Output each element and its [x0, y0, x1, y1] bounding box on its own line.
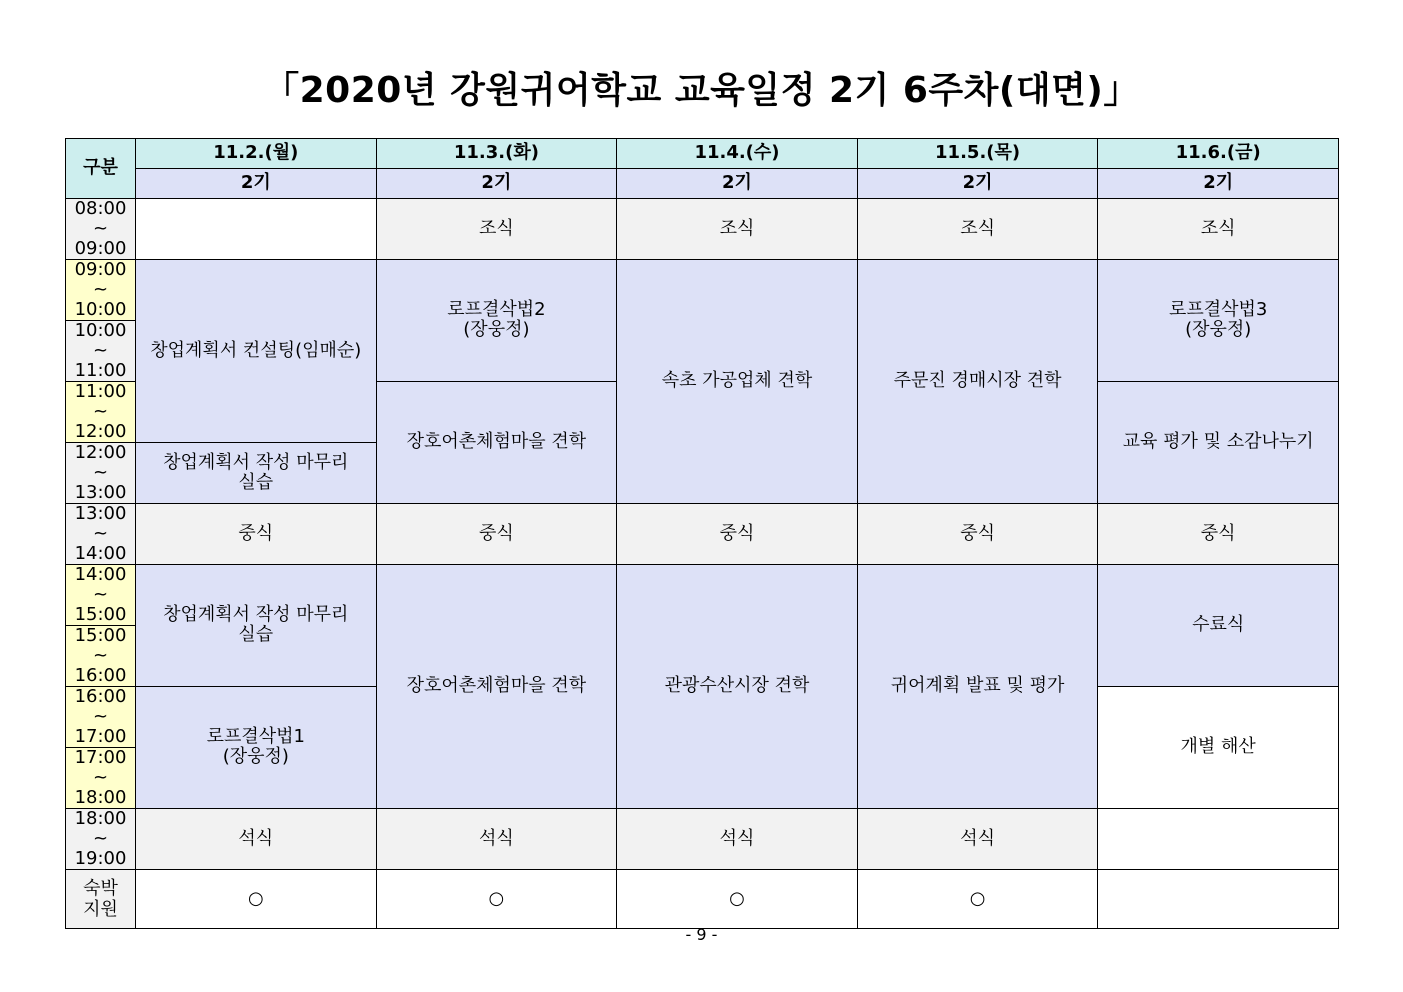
- time-slot-1600: 16:00 ~ 17:00: [66, 686, 136, 747]
- breakfast-wed: 조식: [617, 198, 858, 259]
- lodging-fri-empty: [1098, 869, 1339, 929]
- fri-pm-dismissal: 개별 해산: [1098, 686, 1339, 808]
- tue-pm-village: 장호어촌체험마을 견학: [376, 564, 617, 808]
- cohort-tue: 2기: [376, 168, 617, 198]
- lodging-tue: ○: [376, 869, 617, 929]
- lunch-thu: 중식: [857, 503, 1098, 564]
- tue-am-rope: 로프결삭법2 (장웅정): [376, 259, 617, 381]
- wed-am-visit: 속초 가공업체 견학: [617, 259, 858, 503]
- mon-pm-rope: 로프결삭법1 (장웅정): [136, 686, 377, 808]
- breakfast-tue: 조식: [376, 198, 617, 259]
- lunch-tue: 중식: [376, 503, 617, 564]
- row-1400: [66, 564, 1339, 595]
- thu-pm-presentation: 귀어계획 발표 및 평가: [857, 564, 1098, 808]
- time-slot-0900: 09:00 ~ 10:00: [66, 259, 136, 320]
- fri-pm-graduation: 수료식: [1098, 564, 1339, 686]
- lunch-mon: 중식: [136, 503, 377, 564]
- dinner-thu: 석식: [857, 808, 1098, 869]
- page-number: - 9 -: [685, 925, 718, 944]
- day-header-wed: 11.4.(수): [617, 139, 858, 169]
- row-0800: [66, 198, 1339, 229]
- page-title: 「2020년 강원귀어학교 교육일정 2기 6주차(대면)」: [263, 70, 1140, 111]
- thu-am-visit: 주문진 경매시장 견학: [857, 259, 1098, 503]
- cohort-thu: 2기: [857, 168, 1098, 198]
- day-header-mon: 11.2.(월): [136, 139, 377, 169]
- wed-pm-market: 관광수산시장 견학: [617, 564, 858, 808]
- row-1300: [66, 503, 1339, 534]
- cohort-mon: 2기: [136, 168, 377, 198]
- fri-1800-empty: [1098, 808, 1339, 869]
- dinner-wed: 석식: [617, 808, 858, 869]
- mon-0800-empty: [136, 198, 377, 259]
- lodging-wed: ○: [617, 869, 858, 929]
- fri-am-rope: 로프결삭법3 (장웅정): [1098, 259, 1339, 381]
- mon-pm-practice: 창업계획서 작성 마무리 실습: [136, 564, 377, 686]
- lunch-wed: 중식: [617, 503, 858, 564]
- lodging-label: 숙박 지원: [66, 869, 136, 929]
- row-1800: [66, 808, 1339, 839]
- breakfast-thu: 조식: [857, 198, 1098, 259]
- time-slot-1400: 14:00 ~ 15:00: [66, 564, 136, 625]
- cohort-row: [66, 168, 1339, 198]
- dinner-tue: 석식: [376, 808, 617, 869]
- time-slot-1500: 15:00 ~ 16:00: [66, 625, 136, 686]
- time-slot-1800: 18:00 ~ 19:00: [66, 808, 136, 869]
- time-slot-1100: 11:00 ~ 12:00: [66, 381, 136, 442]
- breakfast-fri: 조식: [1098, 198, 1339, 259]
- time-slot-1700: 17:00 ~ 18:00: [66, 747, 136, 808]
- time-slot-1300: 13:00 ~ 14:00: [66, 503, 136, 564]
- time-slot-0800: 08:00 ~ 09:00: [66, 198, 136, 259]
- time-slot-1000: 10:00 ~ 11:00: [66, 320, 136, 381]
- day-header-tue: 11.3.(화): [376, 139, 617, 169]
- cohort-wed: 2기: [617, 168, 858, 198]
- tue-am-village: 장호어촌체험마을 견학: [376, 381, 617, 503]
- lodging-thu: ○: [857, 869, 1098, 929]
- row-lodging: [66, 869, 1339, 899]
- mon-am-consulting: 창업계획서 컨설팅(임매순): [136, 259, 377, 442]
- row-0900: [66, 259, 1339, 290]
- time-slot-1200: 12:00 ~ 13:00: [66, 442, 136, 503]
- gubun-header: 구분: [66, 139, 136, 199]
- day-header-thu: 11.5.(목): [857, 139, 1098, 169]
- dinner-mon: 석식: [136, 808, 377, 869]
- schedule-table: [65, 138, 1339, 929]
- fri-am-evaluation: 교육 평가 및 소감나누기: [1098, 381, 1339, 503]
- mon-am-practice: 창업계획서 작성 마무리 실습: [136, 442, 377, 503]
- header-row: [66, 139, 1339, 169]
- lunch-fri: 중식: [1098, 503, 1339, 564]
- lodging-mon: ○: [136, 869, 377, 929]
- cohort-fri: 2기: [1098, 168, 1339, 198]
- day-header-fri: 11.6.(금): [1098, 139, 1339, 169]
